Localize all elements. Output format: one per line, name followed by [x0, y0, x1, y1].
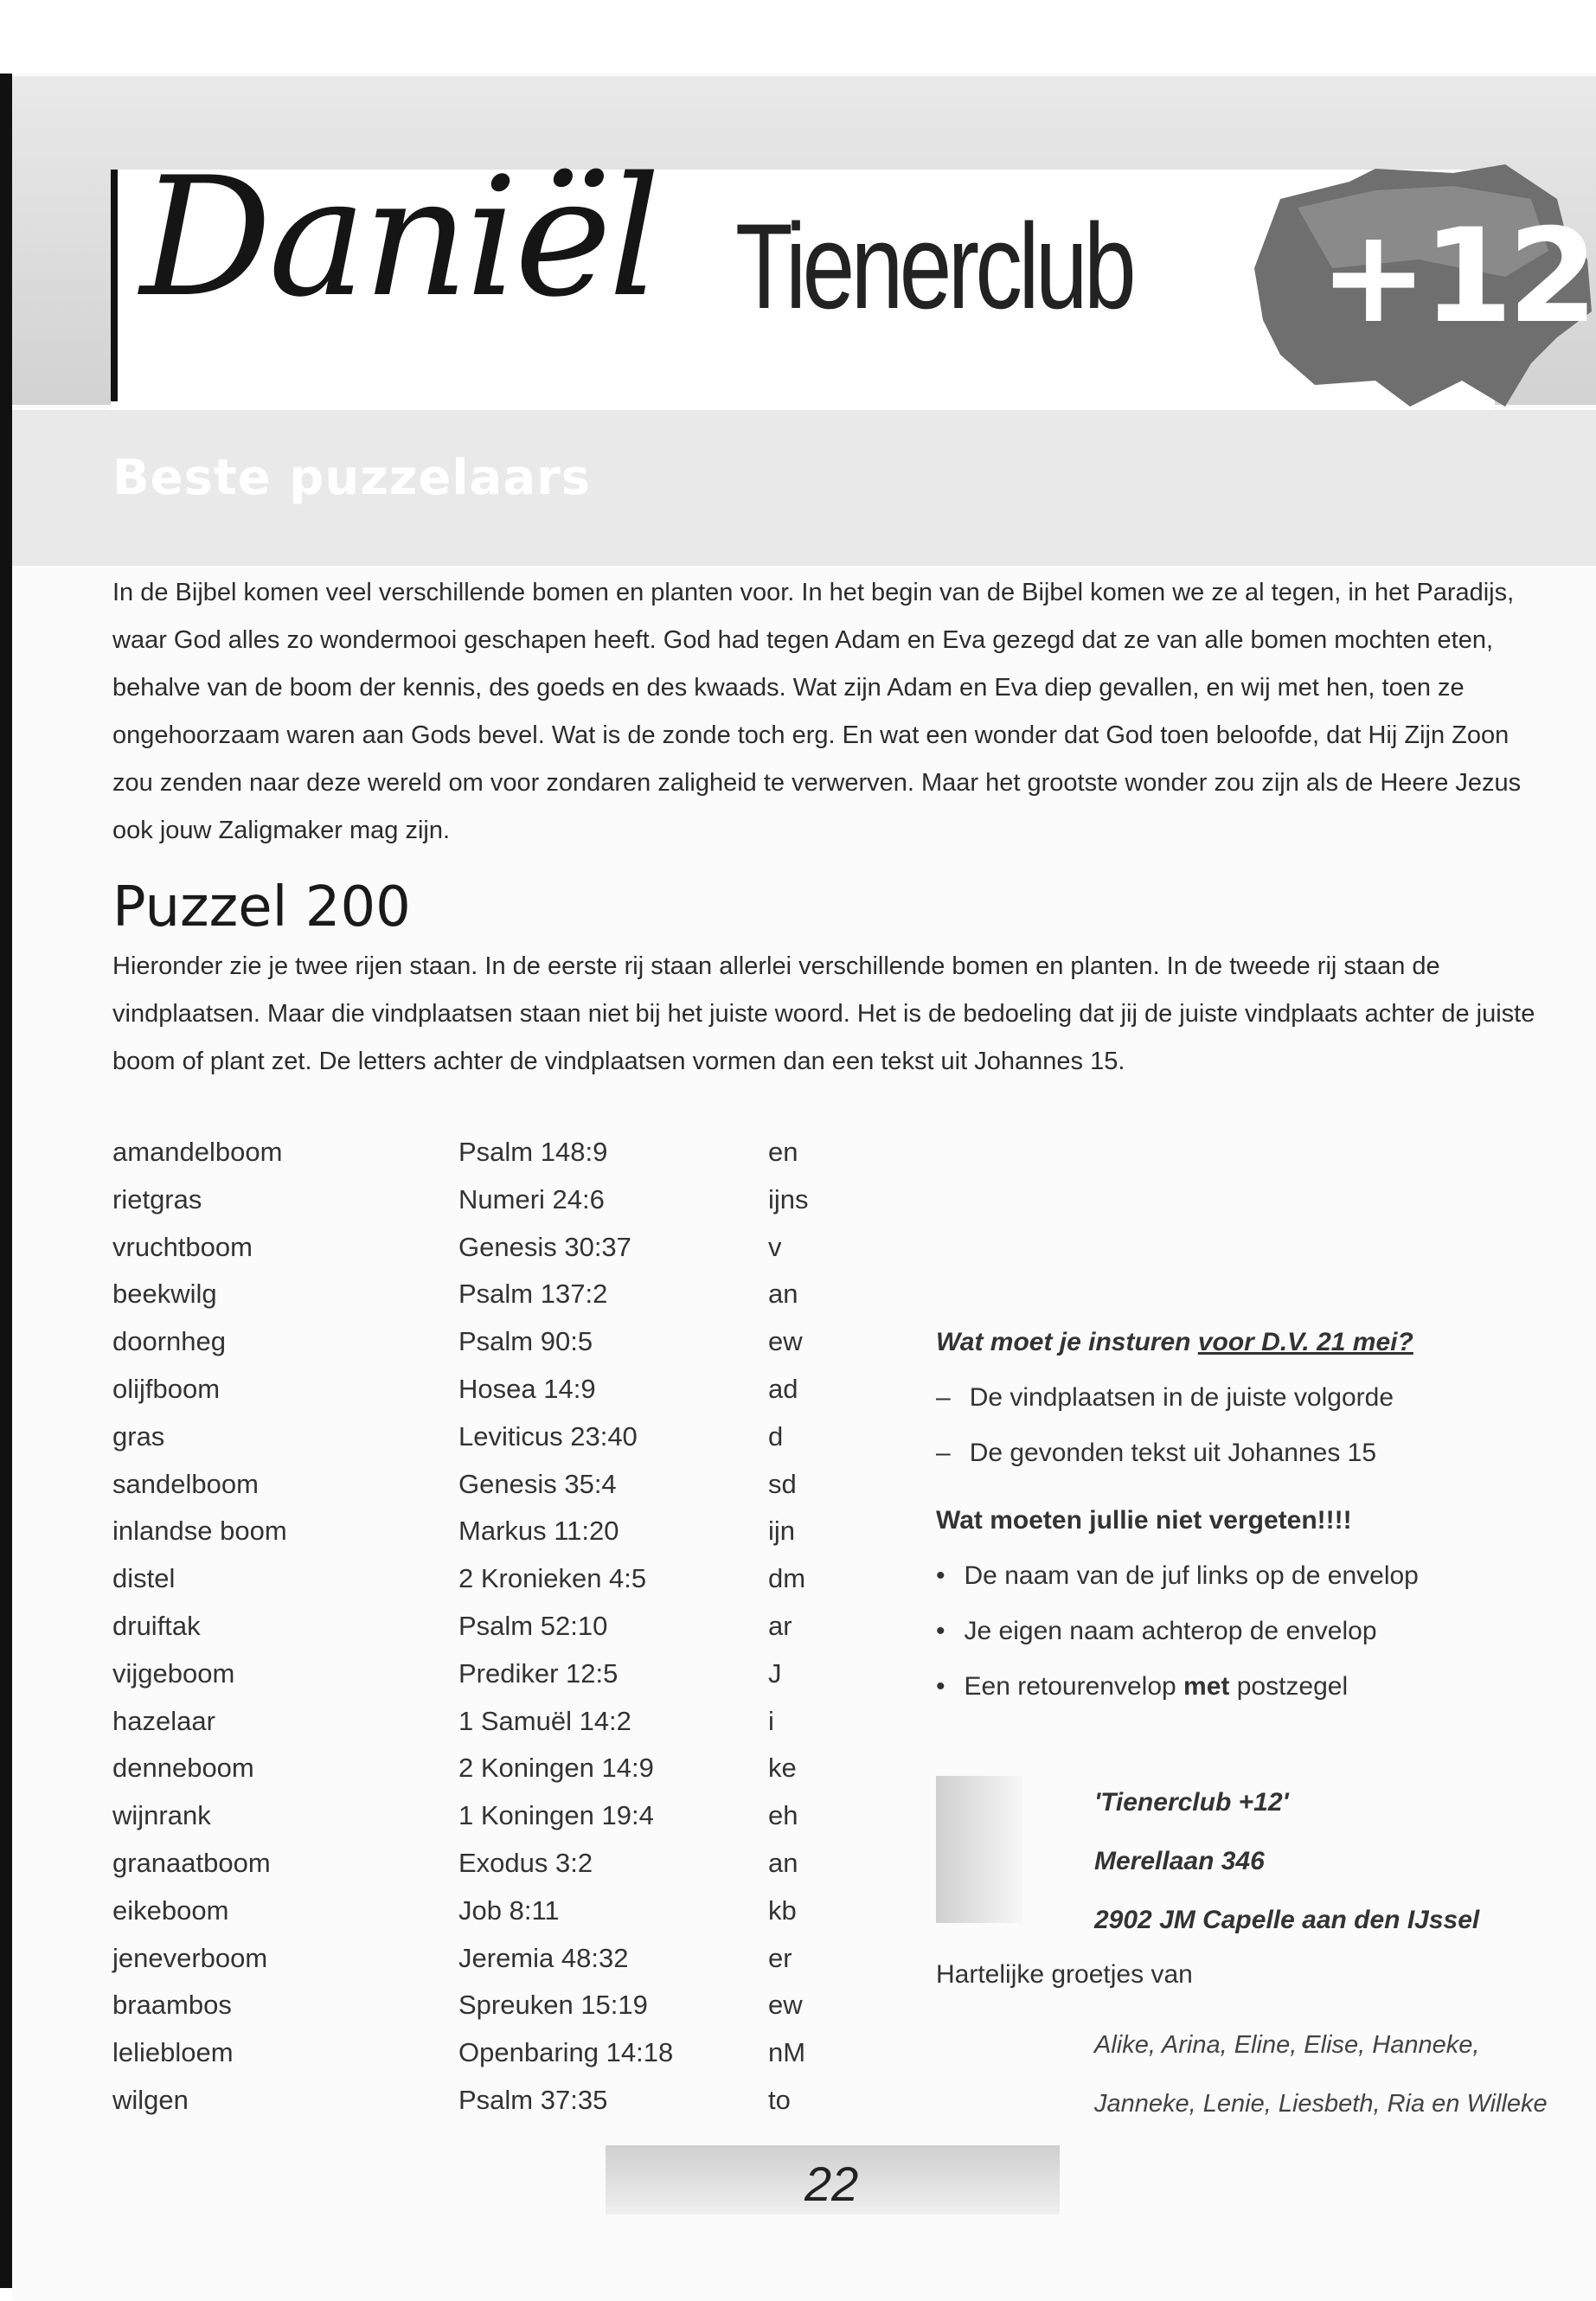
scan-left-edge — [0, 74, 12, 2288]
table-row — [112, 1746, 856, 1793]
letter-group: er — [768, 1942, 792, 1973]
bible-reference: Numeri 24:6 — [458, 1183, 605, 1215]
plant-name: denneboom — [112, 1753, 254, 1784]
plant-name: druiftak — [112, 1610, 201, 1641]
signature-names — [1094, 2016, 1579, 2133]
table-row — [112, 2030, 856, 2078]
scan-margin — [0, 0, 1596, 74]
plant-name: braambos — [112, 1990, 232, 2021]
table-row — [112, 1225, 856, 1272]
bible-reference: Spreuken 15:19 — [458, 1990, 648, 2021]
address-block — [1094, 1773, 1479, 1950]
plant-name: olijfboom — [112, 1373, 221, 1404]
letter-group: ar — [768, 1610, 792, 1641]
plant-name: jeneverboom — [112, 1942, 268, 1973]
plant-name: granaatboom — [112, 1847, 271, 1878]
logo-tienerclub: Tienerclub — [735, 198, 1133, 334]
letter-group: d — [768, 1420, 784, 1452]
address-line: 2902 JM Capelle aan den IJssel — [1094, 1906, 1480, 1934]
table-row — [112, 1414, 856, 1462]
plant-name: vruchtboom — [112, 1231, 253, 1262]
table-row — [112, 1556, 856, 1604]
bible-reference: Hosea 14:9 — [458, 1373, 596, 1404]
plant-name: hazelaar — [112, 1705, 215, 1736]
plant-name: leliebloem — [112, 2037, 234, 2068]
plant-name: sandelboom — [112, 1468, 259, 1499]
table-row — [112, 1699, 856, 1747]
table-row — [112, 1509, 856, 1556]
table-row — [112, 1936, 856, 1984]
bible-reference: Openbaring 14:18 — [458, 2037, 674, 2068]
letter-group: ke — [768, 1753, 797, 1784]
table-row — [112, 1462, 856, 1509]
names-line: Alike, Arina, Eline, Elise, Hanneke, — [1094, 2031, 1480, 2059]
badge-plus-12: +12 — [1319, 202, 1593, 352]
table-row — [112, 1130, 856, 1177]
table-row — [112, 1319, 856, 1367]
bible-reference: 1 Samuël 14:2 — [458, 1705, 631, 1736]
letter-group: eh — [768, 1800, 798, 1831]
bible-reference: Psalm 137:2 — [458, 1279, 608, 1310]
reminder-item: • De naam van de juf links op de envelop — [936, 1561, 1576, 1591]
bible-reference: Psalm 148:9 — [458, 1137, 608, 1167]
instructions-title — [936, 1328, 1576, 1357]
bible-reference: Genesis 30:37 — [458, 1231, 631, 1262]
bible-reference: Psalm 90:5 — [458, 1326, 593, 1357]
plant-name: vijgeboom — [112, 1657, 235, 1689]
table-row — [112, 1841, 856, 1888]
plant-name: eikeboom — [112, 1894, 229, 1926]
table-row — [112, 1793, 856, 1841]
plant-name: wilgen — [112, 2084, 189, 2115]
plant-name: doornheg — [112, 1326, 227, 1357]
bible-reference: 2 Koningen 14:9 — [458, 1753, 654, 1784]
letter-group: i — [768, 1705, 774, 1736]
reminder-text: postzegel — [1229, 1672, 1349, 1701]
letter-group: nM — [768, 2037, 806, 2068]
page-number: 22 — [804, 2157, 859, 2211]
bible-reference: Markus 11:20 — [458, 1516, 619, 1547]
bible-reference: Leviticus 23:40 — [458, 1420, 638, 1452]
plant-name: beekwilg — [112, 1279, 217, 1310]
letter-group: an — [768, 1279, 798, 1310]
plant-name: distel — [112, 1563, 176, 1594]
reminder-item — [936, 1672, 1576, 1702]
letter-group: kb — [768, 1894, 797, 1926]
letter-group: ew — [768, 1326, 803, 1357]
address-marker — [936, 1776, 1022, 1923]
instruction-item: – De vindplaatsen in de juiste volgorde — [936, 1383, 1576, 1413]
greeting-heading: Beste puzzelaars — [112, 450, 592, 506]
address-line: 'Tienerclub +12' — [1094, 1788, 1289, 1817]
reminder-title: Wat moeten jullie niet vergeten!!!! — [936, 1506, 1352, 1535]
letter-group: ew — [768, 1990, 803, 2021]
bible-reference: Psalm 52:10 — [458, 1610, 608, 1641]
plant-name: gras — [112, 1420, 165, 1452]
reminder-emphasis: met — [1183, 1672, 1230, 1701]
logo-rule — [111, 170, 118, 401]
letter-group: J — [768, 1657, 782, 1689]
table-row — [112, 1367, 856, 1414]
table-row — [112, 1983, 856, 2030]
plant-name: rietgras — [112, 1183, 202, 1215]
bible-reference: 2 Kronieken 4:5 — [458, 1563, 647, 1594]
letter-group: sd — [768, 1468, 797, 1499]
puzzle-table — [112, 1130, 856, 2125]
letter-group: to — [768, 2084, 791, 2115]
deadline: voor D.V. 21 mei? — [1197, 1328, 1413, 1356]
bible-reference: Exodus 3:2 — [458, 1847, 593, 1878]
reminder-text: Een retourenvelop — [964, 1672, 1184, 1701]
puzzle-description: Hieronder zie je twee rijen staan. In de eerste rij staan allerlei verschillende bomen en planten. In de tweede rij staan de vindplaatsen. Maar die vindplaatsen staan niet bij het juiste woord. Het is de bedoeling dat jij de juiste vindplaats achter de juiste boom of plant zet. De letters achter de vindplaatsen vormen dan een tekst uit Johannes 15. — [112, 952, 1535, 1075]
bible-reference: 1 Koningen 19:4 — [458, 1800, 654, 1831]
letter-group: ijns — [768, 1183, 809, 1215]
bible-reference: Prediker 12:5 — [458, 1657, 619, 1689]
letter-group: an — [768, 1847, 798, 1878]
names-line: Janneke, Lenie, Liesbeth, Ria en Willeke — [1094, 2090, 1548, 2118]
letter-group: ijn — [768, 1516, 796, 1547]
plant-name: inlandse boom — [112, 1516, 287, 1547]
table-row — [112, 1177, 856, 1225]
letter-group: en — [768, 1137, 798, 1167]
table-row — [112, 1888, 856, 1936]
table-row — [112, 2078, 856, 2125]
letter-group: dm — [768, 1563, 806, 1594]
instruction-item: – De gevonden tekst uit Johannes 15 — [936, 1439, 1576, 1468]
bible-reference: Genesis 35:4 — [458, 1468, 617, 1499]
bible-reference: Jeremia 48:32 — [458, 1942, 629, 1973]
table-row — [112, 1272, 856, 1319]
letter-group: ad — [768, 1373, 798, 1404]
bible-reference: Psalm 37:35 — [458, 2084, 608, 2115]
puzzle-title: Puzzel 200 — [112, 875, 411, 939]
table-row — [112, 1651, 856, 1699]
plant-name: wijnrank — [112, 1800, 211, 1831]
instructions-title-prefix: Wat moet je insturen — [936, 1328, 1198, 1356]
intro-paragraph: In de Bijbel komen veel verschillende bomen en planten voor. In het begin van de Bijbel komen we ze al tegen, in het Paradijs, waar God alles zo wondermooi geschapen heeft. God had tegen Adam en Eva gezegd dat ze van alle bomen mochten eten, behalve van de boom der kennis, des goeds en des kwaads. Wat zijn Adam en Eva diep gevallen, en wij met hen, toen ze ongehoorzaam waren aan Gods bevel. Wat is de zonde toch erg. En wat een wonder dat God toen beloofde, dat Hij Zijn Zoon zou zenden naar deze wereld om voor zondaren zaligheid te verwerven. Maar het grootste wonder zou zijn als de Heere Jezus ook jouw Zaligmaker mag zijn. — [112, 579, 1522, 844]
table-row — [112, 1604, 856, 1651]
logo-daniel: Daniël — [140, 142, 657, 333]
address-line: Merellaan 346 — [1094, 1847, 1265, 1875]
reminder-item: • Je eigen naam achterop de envelop — [936, 1617, 1576, 1646]
bible-reference: Job 8:11 — [458, 1894, 560, 1926]
instructions-block — [936, 1328, 1576, 1702]
closing-greeting: Hartelijke groetjes van — [936, 1960, 1193, 1989]
letter-group: v — [768, 1231, 782, 1262]
plant-name: amandelboom — [112, 1137, 283, 1167]
